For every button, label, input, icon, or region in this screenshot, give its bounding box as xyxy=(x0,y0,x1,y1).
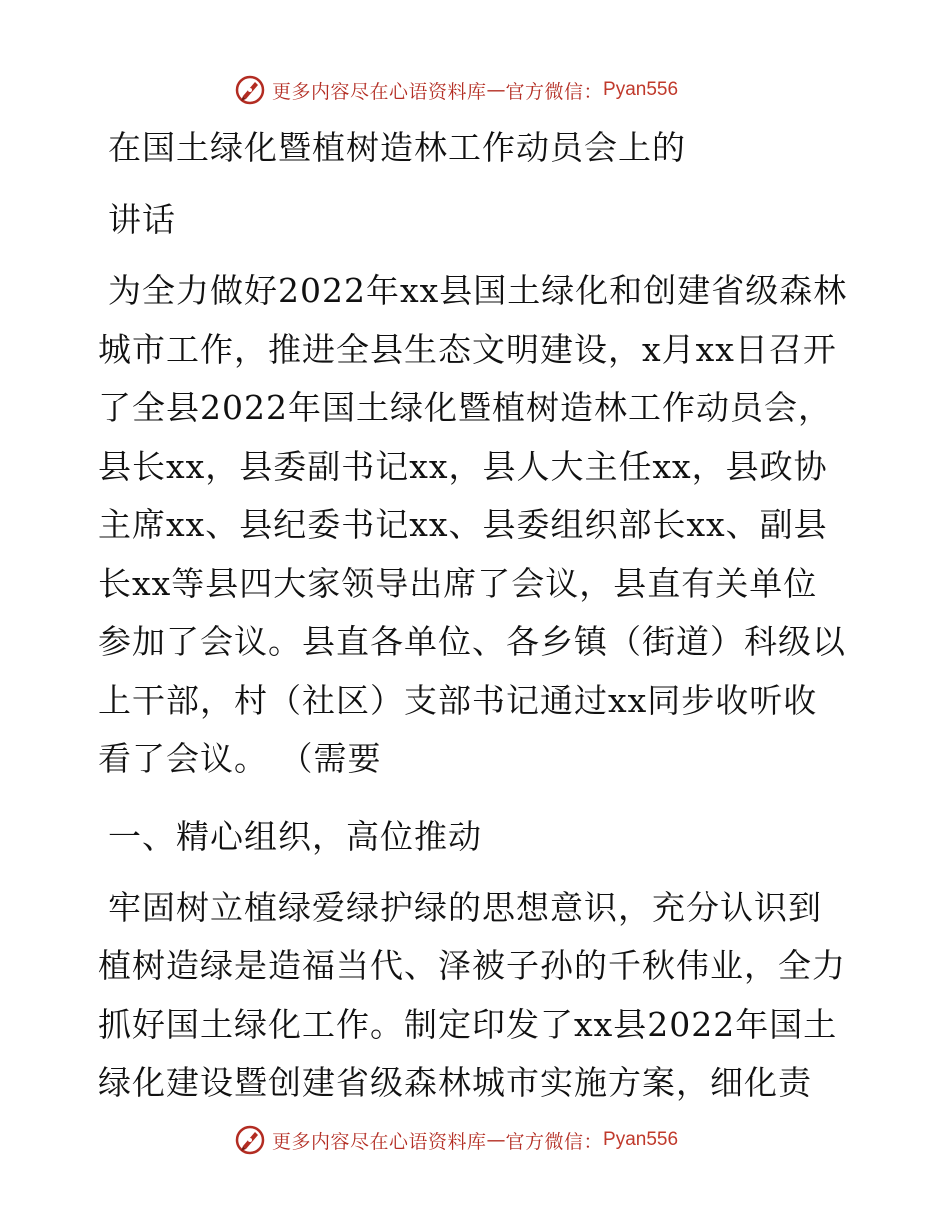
intro-paragraph xyxy=(98,262,868,789)
pen-logo-icon xyxy=(234,74,266,106)
document-title-line-1: 在国土绿化暨植树造林工作动员会上的 xyxy=(108,128,686,167)
footer-banner xyxy=(234,1122,678,1158)
banner-text: 更多内容尽在心语资料库 xyxy=(272,1130,487,1153)
paragraph-line: 植树造绿是造福当代、泽被子孙的千秋伟业，全力 xyxy=(98,946,846,985)
paragraph-line: 绿化建设暨创建省级森林城市实施方案，细化责 xyxy=(98,1063,812,1102)
banner-wechat-label: 官方微信： xyxy=(505,80,604,103)
section-paragraph xyxy=(98,879,868,1113)
banner-separator: — xyxy=(486,79,506,101)
paragraph-line: 上干部，村（社区）支部书记通过xx同步收听收 xyxy=(98,680,818,720)
paragraph-line: 牢固树立植绿爱绿护绿的思想意识，充分认识到 xyxy=(108,887,822,927)
paragraph-line: 参加了会议。县直各单位、各乡镇（街道）科级以 xyxy=(98,622,846,661)
paragraph-line: 抓好国土绿化工作。制定印发了xx县2022年国土 xyxy=(98,1004,838,1044)
banner-text: 更多内容尽在心语资料库 xyxy=(272,80,487,103)
banner-wechat-id: Pyan556 xyxy=(603,1129,679,1150)
spacer xyxy=(98,789,868,807)
banner-wechat-label: 官方微信： xyxy=(505,1130,604,1153)
section-heading: 一、精心组织，高位推动 xyxy=(108,816,482,856)
paragraph-line: 长xx等县四大家领导出席了会议，县直有关单位 xyxy=(98,563,818,603)
header-banner xyxy=(234,72,678,108)
paragraph-line: 为全力做好2022年xx县国土绿化和创建省级森林 xyxy=(108,271,848,310)
paragraph-line: 了全县2022年国土绿化暨植树造林工作动员会， xyxy=(98,388,832,427)
paragraph-line: 城市工作，推进全县生态文明建设，x月xx日召开 xyxy=(98,329,837,369)
document-title-line-2: 讲话 xyxy=(108,200,176,239)
document-body xyxy=(98,118,868,1113)
banner-wechat-id: Pyan556 xyxy=(603,79,679,100)
banner-separator: — xyxy=(486,1129,506,1151)
paragraph-line: 县长xx，县委副书记xx，县人大主任xx，县政协 xyxy=(98,446,828,486)
pen-logo-icon xyxy=(234,1124,266,1156)
paragraph-line: 主席xx、县纪委书记xx、县委组织部长xx、副县 xyxy=(98,505,828,544)
paragraph-line: 看了会议。 （需要 xyxy=(98,739,382,778)
